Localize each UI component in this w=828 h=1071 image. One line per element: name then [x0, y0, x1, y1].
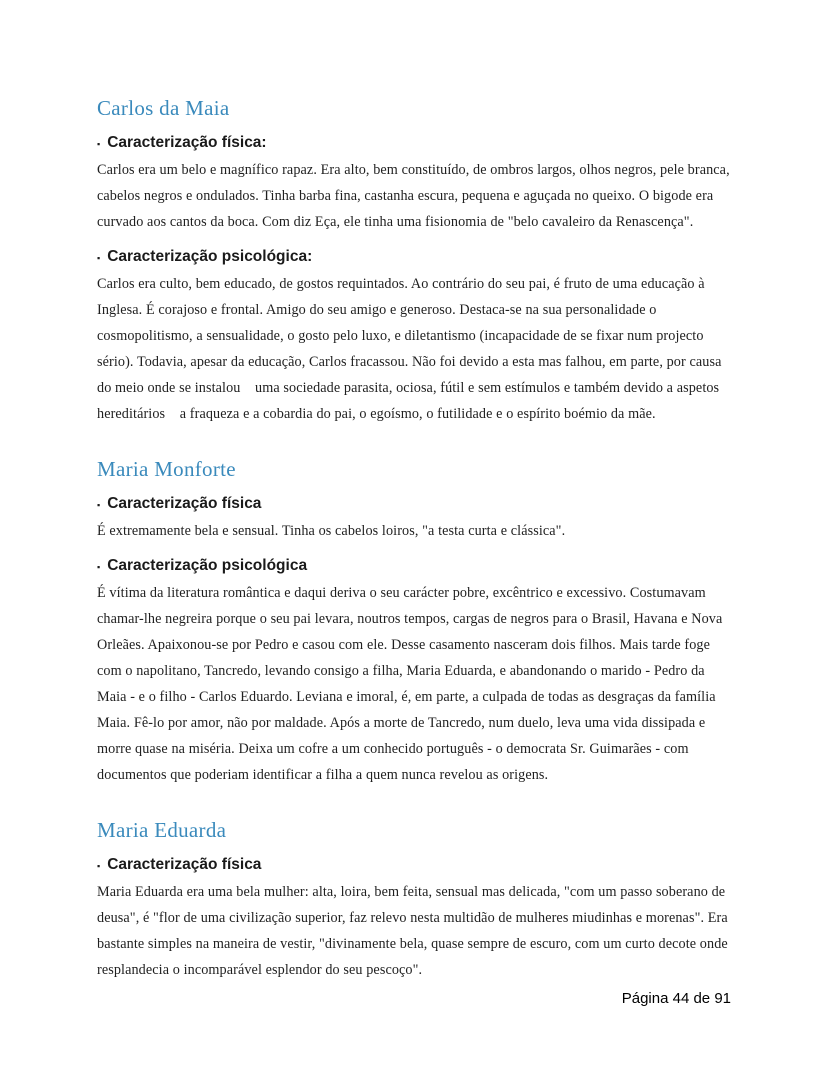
subheading	[97, 134, 731, 152]
bullet-icon: ▪	[97, 252, 101, 263]
page-number: Página 44 de 91	[621, 990, 731, 1007]
subheading-label: Caracterização física:	[107, 134, 267, 151]
subheading	[97, 856, 731, 874]
subheading	[97, 557, 731, 575]
bullet-icon: ▪	[97, 860, 101, 871]
section-maria-monforte	[97, 457, 731, 788]
subheading-label: Caracterização psicológica:	[107, 248, 313, 265]
paragraph: Carlos era um belo e magnífico rapaz. Era alto, bem constituído, de ombros largos, olhos negros, pele branca, cabelos negros e ondulados. Tinha barba fina, castanha escura, pequena e aguçada no queixo. O bigode era curvado aos cantos da boca. Com diz Eça, ele tinha uma fisionomia de "belo cavaleiro da Renascença".	[97, 162, 734, 230]
bullet-icon: ▪	[97, 138, 101, 149]
subheading	[97, 495, 731, 513]
subheading-label: Caracterização física	[107, 495, 262, 512]
paragraph: É extremamente bela e sensual. Tinha os cabelos loiros, "a testa curta e clássica".	[97, 523, 566, 539]
paragraph: Maria Eduarda era uma bela mulher: alta, loira, bem feita, sensual mas delicada, "com um passo soberano de deusa", é "flor de uma civilização superior, faz relevo nesta multidão de mulheres miudinhas e morenas". Era bastante simples na maneira de vestir, "divinamente bela, quase sempre de escuro, com um curto decote onde resplandecia o incomparável esplendor do seu pescoço".	[97, 884, 732, 978]
character-heading: Maria Monforte	[97, 457, 236, 481]
subheading-label: Caracterização física	[107, 856, 262, 873]
block-psicologica	[97, 557, 731, 788]
block-fisica	[97, 495, 731, 544]
paragraph: Carlos era culto, bem educado, de gostos requintados. Ao contrário do seu pai, é fruto de uma educação à Inglesa. É corajoso e frontal. Amigo do seu amigo e generoso. Destaca-se na sua personalidade o cosmopolitismo, a sensualidade, o gosto pelo luxo, e diletantismo (incapacidade de se fixar num projecto sério). Todavia, apesar da educação, Carlos fracassou. Não foi devido a esta mas falhou, em parte, por causa do meio onde se instalou uma sociedade parasita, ociosa, fútil e sem estímulos e também devido a aspetos hereditários a fraqueza e a cobardia do pai, o egoísmo, o futilidade e o espírito boémio da mãe.	[97, 276, 726, 422]
character-heading: Maria Eduarda	[97, 818, 227, 842]
block-psicologica	[97, 248, 731, 427]
character-heading: Carlos da Maia	[97, 96, 230, 120]
subheading	[97, 248, 731, 266]
block-fisica	[97, 134, 734, 235]
document-content	[97, 96, 734, 1013]
section-maria-eduarda	[97, 818, 731, 983]
bullet-icon: ▪	[97, 499, 101, 510]
subheading-label: Caracterização psicológica	[107, 557, 308, 574]
paragraph: É vítima da literatura romântica e daqui deriva o seu carácter pobre, excêntrico e excessivo. Costumavam chamar-lhe negreira porque o seu pai levara, noutros tempos, cargas de negros para o Brasil, Havana e Nova Orleães. Apaixonou-se por Pedro e casou com ele. Desse casamento nasceram dois filhos. Mais tarde foge com o napolitano, Tancredo, levando consigo a filha, Maria Eduarda, e abandonando o marido - Pedro da Maia - e o filho - Carlos Eduardo. Leviana e imoral, é, em parte, a culpada de todas as desgraças da família Maia. Fê-lo por amor, não por maldade. Após a morte de Tancredo, num duelo, leva uma vida dissipada e morre quase na miséria. Deixa um cofre a um conhecido português - o democrata Sr. Guimarães - com documentos que poderiam identificar a filha a quem nunca revelou as origens.	[97, 585, 727, 783]
bullet-icon: ▪	[97, 561, 101, 572]
section-carlos-da-maia	[97, 96, 734, 427]
block-fisica	[97, 856, 731, 983]
